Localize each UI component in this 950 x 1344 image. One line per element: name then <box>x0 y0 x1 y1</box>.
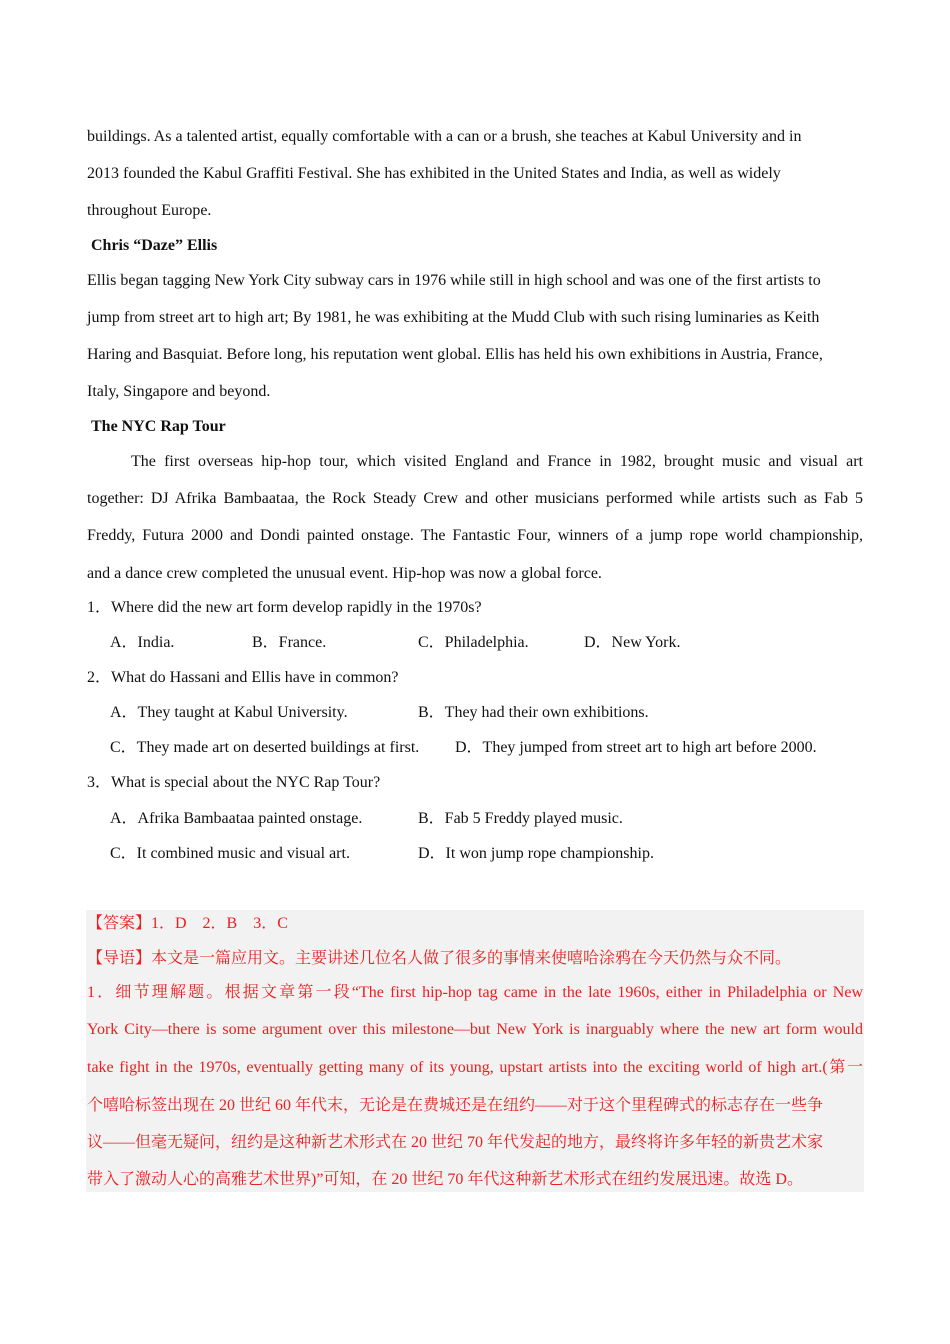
option: D．It won jump rope championship. <box>418 845 654 862</box>
paragraph-line: Freddy, Futura 2000 and Dondi painted onstage. The Fantastic Four, winners of a jump rope world championship, <box>87 527 863 544</box>
option: B．Fab 5 Freddy played music. <box>418 810 623 827</box>
paragraph-line: 2013 founded the Kabul Graffiti Festival. She has exhibited in the United States and India, as well as widely <box>87 165 781 182</box>
paragraph-line: and a dance crew completed the unusual event. Hip-hop was now a global force. <box>87 565 602 582</box>
paragraph-line: Italy, Singapore and beyond. <box>87 383 271 400</box>
option: B．France. <box>252 634 327 651</box>
option: C．Philadelphia. <box>418 634 529 651</box>
paragraph-line: The first overseas hip-hop tour, which visited England and France in 1982, brought music and visual art <box>131 453 863 470</box>
answer-intro: 【导语】本文是一篇应用文。主要讲述几位名人做了很多的事情来使嘻哈涂鸦在今天仍然与众不同。 <box>87 950 792 967</box>
explanation-line: 议——但毫无疑问，纽约是这种新艺术形式在 20 世纪 70 年代发起的地方，最终将许多年轻的新贵艺术家 <box>87 1134 824 1151</box>
option: A．Afrika Bambaataa painted onstage. <box>110 810 363 827</box>
section-heading: Chris “Daze” Ellis <box>91 237 218 254</box>
paragraph-line: throughout Europe. <box>87 202 212 219</box>
question-stem: 1．Where did the new art form develop rapidly in the 1970s? <box>87 599 482 616</box>
question-stem: 3．What is special about the NYC Rap Tour? <box>87 774 381 791</box>
option: B．They had their own exhibitions. <box>418 704 649 721</box>
question-stem: 2．What do Hassani and Ellis have in common? <box>87 669 399 686</box>
paragraph-line: buildings. As a talented artist, equally comfortable with a can or a brush, she teaches at Kabul University and in <box>87 128 802 145</box>
explanation-line: York City—there is some argument over this milestone—but New York is inarguably where the new art form would <box>87 1021 863 1038</box>
explanation-line: take fight in the 1970s, eventually getting many of its young, upstart artists into the exciting world of high art.(第一 <box>87 1059 863 1076</box>
paragraph-line: Ellis began tagging New York City subway cars in 1976 while still in high school and was one of the first artists to <box>87 272 821 289</box>
paragraph-line: together: DJ Afrika Bambaataa, the Rock Steady Crew and other musicians performed while artists such as Fab 5 <box>87 490 863 507</box>
option: C．They made art on deserted buildings at first. <box>110 739 420 756</box>
option: A．India. <box>110 634 175 651</box>
section-heading: The NYC Rap Tour <box>91 418 226 435</box>
answer-key: 【答案】1．D 2．B 3．C <box>87 915 288 932</box>
option: D．New York. <box>584 634 681 651</box>
option: A．They taught at Kabul University. <box>110 704 348 721</box>
paragraph-line: Haring and Basquiat. Before long, his reputation went global. Ellis has held his own exhibitions in Austria, France, <box>87 346 823 363</box>
option: C．It combined music and visual art. <box>110 845 350 862</box>
option: D．They jumped from street art to high art before 2000. <box>455 739 817 756</box>
explanation-line: 个嘻哈标签出现在 20 世纪 60 年代末，无论是在费城还是在纽约——对于这个里程碑式的标志存在一些争 <box>87 1097 824 1114</box>
explanation-line: 带入了激动人心的高雅艺术世界)”可知，在 20 世纪 70 年代这种新艺术形式在纽约发展迅速。故选 D。 <box>87 1171 803 1188</box>
explanation-line: 1．细节理解题。根据文章第一段“The first hip-hop tag came in the late 1960s, either in Philadelphia or New <box>87 984 863 1001</box>
paragraph-line: jump from street art to high art; By 1981, he was exhibiting at the Mudd Club with such rising luminaries as Keith <box>87 309 820 326</box>
